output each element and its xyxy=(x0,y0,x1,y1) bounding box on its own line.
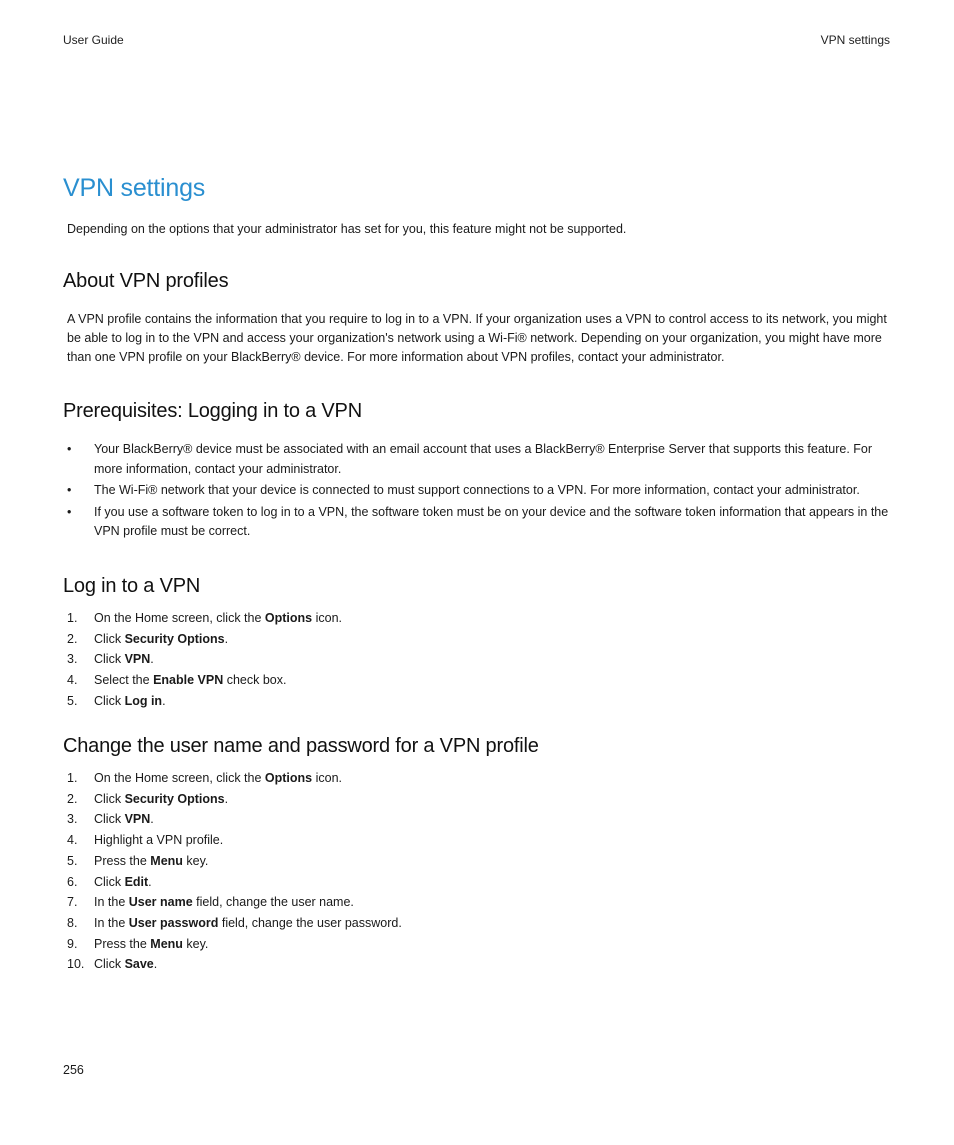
step-text: Press the xyxy=(94,853,151,868)
step-item xyxy=(63,670,863,691)
step-ui-term: Options xyxy=(264,771,313,785)
about-vpn-profiles-text: A VPN profile contains the information that you require to log in to a VPN. If your organization uses a VPN to control access to its network, you might be able to log in to the VPN and access your organization's network using a Wi-Fi® network. Depending on your organization, you might have more than one VPN profile on your BlackBerry® device. For more information about VPN profiles, contact your administrator. xyxy=(67,312,887,364)
step-text: On the Home screen, click the xyxy=(94,611,265,625)
step-number: 5. xyxy=(67,693,78,708)
step-ui-term: Edit xyxy=(124,874,149,889)
step-item xyxy=(63,892,863,913)
step-number: 1. xyxy=(67,771,78,785)
bullet: • xyxy=(67,483,72,497)
step-ui-term: Security Options xyxy=(124,791,225,806)
step-text: . xyxy=(224,631,229,646)
list-item xyxy=(63,440,895,479)
step-item xyxy=(63,934,863,955)
step-item xyxy=(63,608,863,629)
step-number: 9. xyxy=(67,936,78,951)
running-header-left: User Guide xyxy=(63,33,124,47)
step-item xyxy=(63,830,863,851)
running-header-right: VPN settings xyxy=(820,33,890,47)
step-number: 1. xyxy=(67,611,78,625)
step-number: 2. xyxy=(67,791,78,806)
step-ui-term: VPN xyxy=(124,812,151,827)
step-ui-term: Save xyxy=(124,957,154,972)
step-text: Highlight a VPN profile. xyxy=(94,833,224,848)
step-ui-term: User name xyxy=(128,895,193,910)
list-item-text: The Wi-Fi® network that your device is connected to must support connections to a VPN. For more information, contact your administrator. xyxy=(94,483,860,497)
prerequisites-heading: Prerequisites: Logging in to a VPN xyxy=(63,400,362,422)
step-text: icon. xyxy=(312,771,343,785)
step-number: 8. xyxy=(67,915,78,930)
step-number: 2. xyxy=(67,631,78,646)
step-item xyxy=(63,809,863,830)
log-in-heading: Log in to a VPN xyxy=(63,575,201,597)
step-number: 6. xyxy=(67,874,78,889)
list-item-text: If you use a software token to log in to a VPN, the software token must be on your device and the software token information that appears in the VPN profile must be correct. xyxy=(94,504,889,538)
step-text: . xyxy=(150,652,154,667)
step-text: icon. xyxy=(312,611,343,625)
step-item xyxy=(63,691,863,712)
step-item xyxy=(63,872,863,893)
step-item xyxy=(63,954,863,975)
page-number: 256 xyxy=(63,1063,84,1077)
step-ui-term: Log in xyxy=(124,693,163,708)
step-text: field, change the user name. xyxy=(192,895,354,910)
step-text: On the Home screen, click the xyxy=(94,771,265,785)
change-credentials-steps xyxy=(63,768,863,975)
bullet: • xyxy=(67,504,72,519)
list-item xyxy=(63,503,895,542)
step-item xyxy=(63,649,863,670)
step-number: 10. xyxy=(67,957,85,972)
step-number: 3. xyxy=(67,652,78,667)
step-number: 5. xyxy=(67,853,78,868)
step-ui-term: VPN xyxy=(124,652,151,667)
step-text: . xyxy=(224,791,229,806)
step-text: Click xyxy=(94,791,125,806)
step-text: Click xyxy=(94,812,125,827)
step-text: . xyxy=(150,812,154,827)
step-text: field, change the user password. xyxy=(218,915,402,930)
step-text: . xyxy=(148,874,152,889)
step-ui-term: Enable VPN xyxy=(153,673,224,688)
step-text: key. xyxy=(182,853,209,868)
step-ui-term: Options xyxy=(264,611,313,625)
step-text: . xyxy=(153,957,158,972)
step-text: Click xyxy=(94,652,125,667)
step-number: 4. xyxy=(67,673,78,688)
step-ui-term: Security Options xyxy=(124,631,225,646)
step-item xyxy=(63,851,863,872)
page-title: VPN settings xyxy=(63,174,206,202)
step-item xyxy=(63,789,863,810)
step-number: 3. xyxy=(67,812,78,827)
step-text: Click xyxy=(94,874,125,889)
step-text: In the xyxy=(94,915,129,930)
step-text: check box. xyxy=(223,673,287,688)
step-ui-term: Menu xyxy=(150,936,183,951)
step-ui-term: User password xyxy=(128,915,219,930)
change-credentials-heading: Change the user name and password for a VPN profile xyxy=(63,735,539,757)
step-text: Click xyxy=(94,957,125,972)
list-item xyxy=(63,481,895,501)
step-number: 7. xyxy=(67,895,78,910)
step-text: In the xyxy=(94,895,129,910)
step-text: Press the xyxy=(94,936,151,951)
step-item xyxy=(63,913,863,934)
bullet: • xyxy=(67,442,72,456)
log-in-steps xyxy=(63,608,863,712)
step-text: Select the xyxy=(94,673,154,688)
step-item xyxy=(63,768,863,789)
step-ui-term: Menu xyxy=(150,853,183,868)
step-number: 4. xyxy=(67,833,78,848)
about-vpn-profiles-heading: About VPN profiles xyxy=(63,270,229,292)
step-text: Click xyxy=(94,631,125,646)
step-text: key. xyxy=(182,936,209,951)
step-text: Click xyxy=(94,693,125,708)
prerequisites-list xyxy=(63,440,895,544)
list-item-text: Your BlackBerry® device must be associated with an email account that uses a BlackBerry® Enterprise Server that supports this feature. For more information, contact your administrator. xyxy=(94,442,873,476)
step-text: . xyxy=(162,693,166,708)
step-item xyxy=(63,629,863,650)
intro-paragraph: Depending on the options that your administrator has set for you, this feature might not be supported. xyxy=(67,222,627,236)
